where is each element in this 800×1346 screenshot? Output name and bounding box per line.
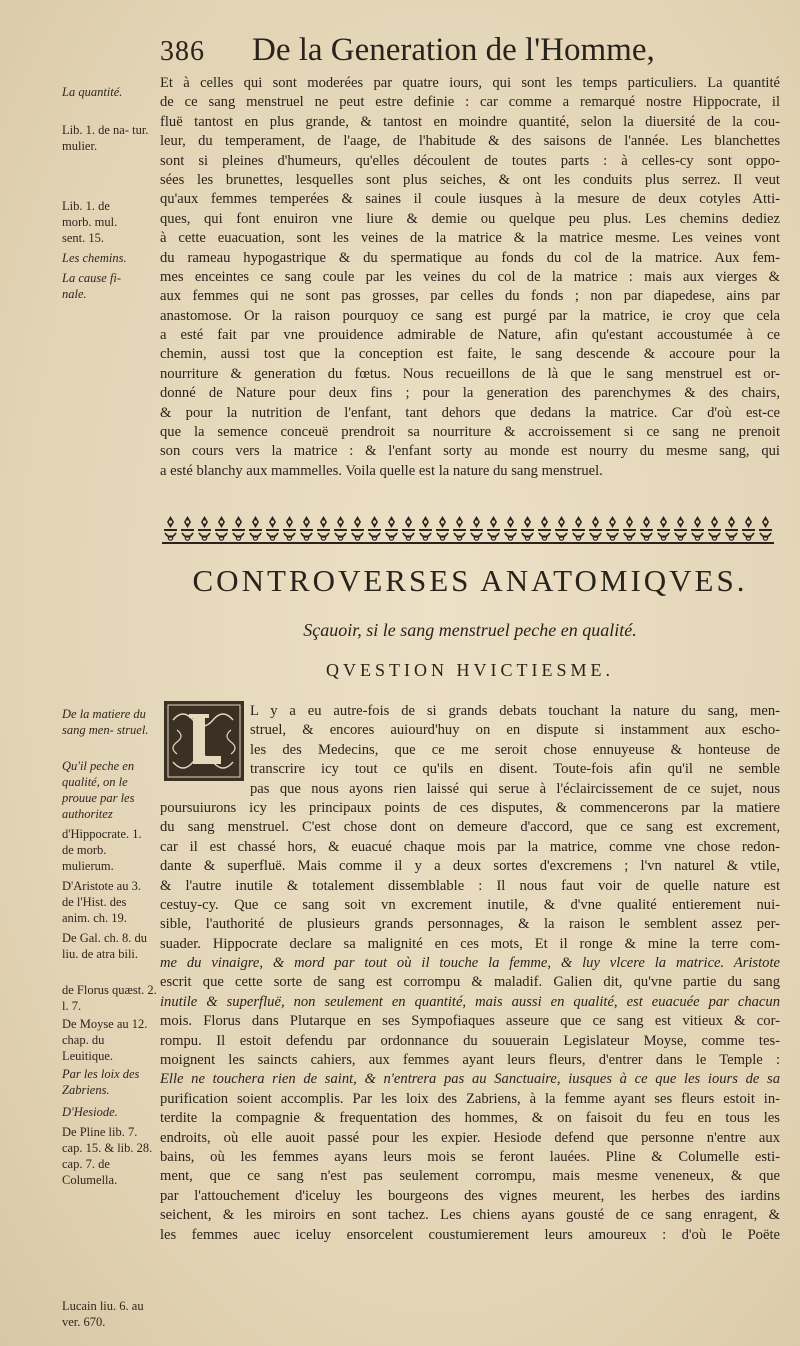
text-line: Et à celles qui sont moderées par quatre iours, qui sont les temps particuliers. La quantité: [160, 75, 780, 91]
text-line: du rameau hypogastrique & du spermatique au fonds du col de la matrice. Aux fem-: [160, 249, 780, 266]
text-line: aux femmes qui ne sont pas grosses, par celles du fonds ; non par diapedese, ains par: [160, 288, 780, 305]
text-line: dante & superfluë. Mais comme il y a deux sortes d'excremens ; l'vn naturel & vtile,: [160, 858, 780, 875]
text-line: seichent, & les miroirs en sont tachez. Les chiens ayans gousté de ce sang enragent, &: [160, 1207, 780, 1224]
margin-note-lucain: Lucain liu. 6. au ver. 670.: [62, 1299, 144, 1329]
margin-note-moyse: De Moyse au 12. chap. du Leuitique.: [62, 1017, 148, 1063]
text-line: rompu. Il estoit defendu par ordonnance du souuerain Legislateur Moyse, comme tes-: [160, 1032, 780, 1049]
question-title: Sçauoir, si le sang menstruel peche en qualité.: [303, 620, 637, 640]
text-line: mois. Florus dans Plutarque en ses Sympofiaques asseure que ce sang est vitieux & cor-: [160, 1013, 780, 1030]
running-header: [160, 30, 780, 80]
margin-note-peche: Qu'il peche en qualité, on le prouue par les authoritez: [62, 759, 135, 821]
text-line: pas que nous ayons rien laissé qui serue à l'éclaircissement de ce sujet, nous: [250, 780, 780, 797]
body-text-top: [160, 74, 780, 481]
margin-note-hippocrate: d'Hippocrate. 1. de morb. mulierum.: [62, 827, 142, 873]
text-line: struel, & encores auiourd'huy on en dispute si instamment aux escho-: [250, 722, 780, 739]
text-line: à cette euacuation, sont les veines de la matrice & la matrice mesme. Les veines vont: [160, 230, 780, 247]
text-line: par l'attouchement d'iceluy les bourgeons des vignes meurent, les herbes des iardins: [160, 1187, 780, 1204]
text-line: a esté fait par vne prouidence admirable de Nature, afin qu'estant accoustumée à ce: [160, 327, 780, 344]
text-line: chemin, aussi tost que la conception est faite, le sang descende & accoure pour la: [160, 346, 780, 363]
text-line: endroits, où elle auoit passé pour les expier. Hesiode defend que personne n'entre aux: [160, 1129, 780, 1146]
text-line: les femmes auec iceluy ensorcelent coustumierement leurs amoureux : d'où le Poëte: [160, 1226, 780, 1243]
margin-note-lib1: Lib. 1. de na- tur. mulier.: [62, 123, 149, 153]
text-line: sible, l'authorité de plusieurs grands personnages, & la raison le semblent assez per-: [160, 916, 780, 933]
margin-note-galien: De Gal. ch. 8. du liu. de atra bili.: [62, 931, 148, 961]
text-line: donné de Nature pour deux fins ; pour la generation des parenchymes & des chairs,: [160, 385, 780, 402]
page-number: 386: [160, 36, 205, 67]
text-line: ques, qui font enuiron vne liure & demie ou quelque peu plus. Les chemins dediez: [160, 210, 780, 227]
margin-note-cause-finale: La cause fi- nale.: [62, 271, 122, 301]
text-line: suader. Hippocrate declare sa malignité en ces mots, Et il ronge & mine la terre com-: [160, 935, 780, 952]
text-line: mes enceintes ce sang coule par les veines du col de la matrice : mais aux vierges &: [160, 268, 780, 285]
text-line: poursuiurons icy les principaux points de ces disputes, & commencerons par la matiere: [160, 799, 780, 816]
text-line: son cours vers la matrice : & l'enfant sorty au monde est nourry du mesme sang, qui: [160, 443, 780, 460]
text-line: terdite la compagnie & frequentation des hommes, & on faisoit du feu en tous les: [160, 1110, 780, 1127]
margin-note-quantite: La quantité.: [62, 85, 123, 99]
text-line: car il est chassé hors, & euacué chaque mois par la matrice, comme vne chose redon-: [160, 838, 780, 855]
text-line: qu'aux femmes temperées & saines il coule iusques à la mesure de deux cotyles Atti-: [160, 191, 780, 208]
text-line: cestuy-cy. Que ce sang soit vn excrement inutile, & d'vne qualité entierement nui-: [160, 896, 780, 913]
text-line: me du vinaigre, & mord par tout où il touche la femme, & luy vlcere la matrice. Aristote: [160, 955, 780, 972]
margin-note-zabriens: Par les loix des Zabriens.: [62, 1067, 140, 1097]
text-line: les des Medecins, que ce me seroit chose ennuyeuse & honteuse de: [250, 741, 780, 758]
margin-note-florus: de Florus quæst. 2. l. 7.: [62, 983, 157, 1013]
text-line: Elle ne touchera rien de saint, & n'entrera pas au Sanctuaire, iusques à ce que les iours de sa: [160, 1071, 780, 1088]
text-line: escrit que cette sorte de sang est corrompu & maladif. Galien dit, qu'vne partie du sang: [160, 974, 780, 991]
text-line: anastomose. Or la raison pourquoy ce sang est purgé par la matrice, ie croy que cela: [160, 307, 780, 324]
text-line: nourriture & generation du fœtus. Nous recueillons de là que le sang menstruel est or-: [160, 365, 780, 382]
body-text-bottom: [160, 702, 780, 1245]
text-line: moignent les saincts cahiers, aux femmes ayant leurs fleurs, d'entrer dans le Temple :: [160, 1052, 780, 1069]
margin-note-pline: De Pline lib. 7. cap. 15. & lib. 28. cap. 7. de Columella.: [62, 1125, 153, 1187]
text-line: L y a eu autre-fois de si grands debats touchant la nature du sang, men-: [250, 703, 780, 719]
margin-note-chemins: Les chemins.: [62, 251, 127, 265]
question-number: QVESTION HVICTIESME.: [326, 660, 614, 680]
text-line: leur, du temperament, de l'aage, de l'habitude & des saisons de l'année. Les blanchettes: [160, 133, 780, 150]
margin-note-matiere: De la matiere du sang men- struel.: [62, 707, 149, 737]
text-line: fluë tantost en plus grande, & tantost en moindre quantité, selon la diuersité de la cou-: [160, 113, 780, 130]
text-line: ment, que ce sang n'est pas seulement corrompu, mais mesme veneneux, & que: [160, 1168, 780, 1185]
margin-note-hesiode: D'Hesiode.: [62, 1105, 118, 1119]
margin-note-aristote: D'Aristote au 3. de l'Hist. des anim. ch. 19.: [62, 879, 141, 925]
text-line: sées les brunettes, lesquelles sont plus seiches, & ont les conduits plus serrez. Il veut: [160, 171, 780, 188]
text-line: a esté blanchy aux mammelles. Voila quelle est la nature du sang menstruel.: [160, 462, 603, 479]
text-line: purification soient accomplis. Par les loix des Zabriens, à la femme ayant ses fleurs estoit in-: [160, 1090, 780, 1107]
running-title: De la Generation de l'Homme,: [252, 32, 655, 68]
margin-note-lib1-morb: Lib. 1. de morb. mul. sent. 15.: [62, 199, 118, 245]
section-title: CONTROVERSES ANATOMIQVES.: [192, 563, 748, 598]
text-line: du sang menstruel. C'est chose dont on demeure d'accord, que ce sang est excrement,: [160, 819, 780, 836]
text-line: inutile & superfluë, non seulement en quantité, mais aussi en qualité, est euacuée par chacun: [160, 993, 780, 1010]
text-line: de ce sang menstruel ne peut estre definie : car comme a remarqué nostre Hippocrate, il: [160, 94, 780, 111]
text-line: & pour la nutrition de l'enfant, tant dehors que dedans la matrice. Car d'où est-ce: [160, 404, 780, 421]
decorative-ornament-band: [162, 514, 774, 544]
text-line: & l'autre inutile & totalement dissemblable : Il nous faut voir de quelle nature est: [160, 877, 780, 894]
text-line: que la semence conceuë prendroit sa nourriture & accroissement si ce sang ne prenoit: [160, 424, 780, 441]
text-line: bains, où les femmes ayans leurs mois se feront lauées. Pline & Columelle esti-: [160, 1148, 780, 1165]
text-line: sont si pleines d'humeurs, qu'elles découlent de toutes parts : à celles-cy sont oppo-: [160, 152, 780, 169]
text-line: transcrire icy tout ce qu'ils en disent. Toute-fois afin qu'il ne semble: [250, 761, 780, 778]
